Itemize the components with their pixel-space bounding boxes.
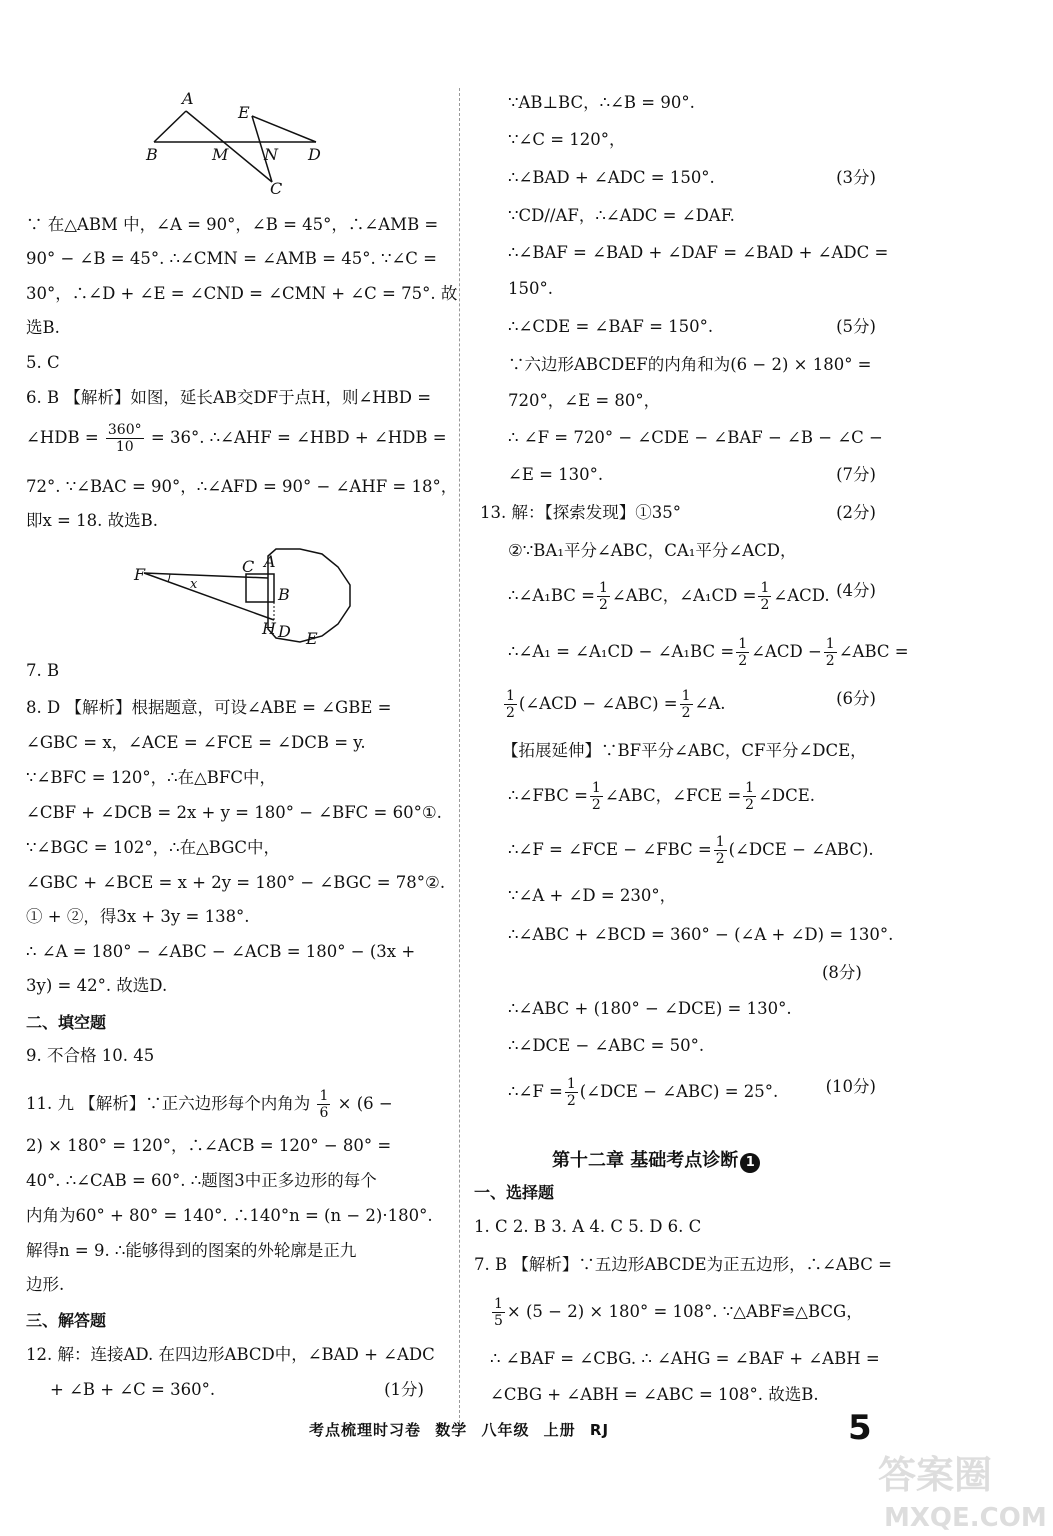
fig1-label-e: E: [238, 103, 250, 122]
q13-line4: ∴∠A₁ = ∠A₁CD − ∠A₁BC = $\frac{1}{2}$ ∠ACD − $\frac{1}{2}$ ∠ABC =: [508, 636, 909, 669]
fig1-label-b: B: [146, 145, 158, 164]
q7-answer: 7. B: [26, 661, 60, 680]
page-number: 5: [848, 1408, 872, 1448]
fraction-1-6: $\frac{1}{6}$: [319, 1088, 329, 1121]
r-line4: ∵CD//AF，∴∠ADC = ∠DAF.: [508, 206, 735, 225]
q11-line2: 2) × 180° = 120°，∴∠ACB = 120° − 80° =: [26, 1136, 392, 1155]
q11-line1: 11. 九 【解析】∵正六边形每个内角为 $\frac{1}{6}$ × (6 −: [26, 1088, 393, 1121]
q13-line11: ∴∠ABC + (180° − ∠DCE) = 130°.: [508, 999, 792, 1018]
fig2-label-d: D: [278, 622, 291, 641]
q13-line5: $\frac{1}{2}$ (∠ACD − ∠ABC) = $\frac{1}{2}$ ∠A. (6分): [506, 688, 876, 721]
footer-book-title: 考点梳理时习卷 数学 八年级 上册 RJ: [309, 1421, 610, 1439]
chapter-number-badge: 1: [740, 1153, 760, 1173]
q6-line1: 6. B 【解析】如图，延长AB交DF于点H，则∠HBD =: [26, 388, 432, 407]
fraction-360-10: $\frac{360^\circ}{10}$: [107, 422, 142, 455]
q5-answer: 5. C: [26, 353, 60, 372]
q13-line12: ∴∠DCE − ∠ABC = 50°.: [508, 1036, 705, 1055]
section-solutions: 三、解答题: [26, 1311, 107, 1330]
r-line2: ∵∠C = 120°，: [508, 130, 626, 149]
fig2-label-h: H: [262, 619, 276, 638]
r-line10: ∴ ∠F = 720° − ∠CDE − ∠BAF − ∠B − ∠C −: [508, 428, 883, 447]
score: (1分): [384, 1380, 424, 1399]
r-line8: ∵六边形ABCDEF的内角和为(6 − 2) × 180° =: [508, 355, 872, 374]
fig2-label-e: E: [306, 629, 318, 648]
fig2-label-b: B: [278, 585, 290, 604]
section-multiple-choice: 一、选择题: [474, 1183, 555, 1202]
q8-line5: ∵∠BGC = 102°，∴在△BGC中，: [26, 838, 281, 857]
r-line7: ∴∠CDE = ∠BAF = 150°. (5分): [508, 317, 876, 336]
fig1-label-d: D: [308, 145, 321, 164]
r-line1: ∵AB⊥BC，∴∠B = 90°.: [508, 93, 695, 112]
fig2-label-f: F: [134, 565, 146, 584]
q11-line3: 40°. ∴∠CAB = 60°. ∴题图3中正多边形的每个: [26, 1171, 377, 1190]
r-line3: ∴∠BAD + ∠ADC = 150°. (3分): [508, 168, 876, 187]
q6-line3: 72°. ∵∠BAC = 90°，∴∠AFD = 90° − ∠AHF = 18°，: [26, 477, 458, 496]
r-line11: ∠E = 130°. (7分): [508, 465, 876, 484]
score: (10分): [825, 1077, 876, 1096]
q11-line5: 解得n = 9. ∴能够得到的图案的外轮廓是正九: [26, 1241, 357, 1260]
section-fill-blank: 二、填空题: [26, 1013, 107, 1032]
q8-line1: 8. D 【解析】根据题意，可设∠ABE = ∠GBE =: [26, 698, 392, 717]
figure-decagon-square: [130, 540, 360, 650]
q13-line13: ∴∠F = $\frac{1}{2}$ (∠DCE − ∠ABC) = 25°. (10分): [508, 1076, 876, 1109]
q8-line2: ∠GBC = x，∠ACE = ∠FCE = ∠DCB = y.: [26, 733, 366, 752]
q12-line1: 12. 解：连接AD. 在四边形ABCD中，∠BAD + ∠ADC: [26, 1345, 435, 1364]
q6-line2-post: = 36°. ∴∠AHF = ∠HBD + ∠HDB =: [150, 428, 447, 447]
q13-line1: 13. 解：【探索发现】①35° (2分): [480, 503, 876, 522]
c7-line1: 7. B 【解析】∵五边形ABCDE为正五边形，∴∠ABC =: [474, 1255, 892, 1274]
fig1-label-a: A: [182, 89, 194, 108]
q13-line6: 【拓展延伸】∵BF平分∠ABC，CF平分∠DCE，: [502, 741, 867, 760]
q8-line7: ① + ②，得3x + 3y = 138°.: [26, 907, 250, 926]
fig1-label-m: M: [212, 145, 229, 164]
chapter-heading: 第十二章 基础考点诊断 1: [552, 1146, 760, 1173]
q13-line7: ∴∠FBC = $\frac{1}{2}$ ∠ABC，∠FCE = $\frac{1}{2}$ ∠DCE.: [508, 780, 816, 813]
fig2-label-x: x: [190, 577, 198, 592]
q9-q10-answers: 9. 不合格 10. 45: [26, 1046, 155, 1065]
q8-line9: 3y) = 42°. 故选D.: [26, 976, 168, 995]
q8-line3: ∵∠BFC = 120°，∴在△BFC中，: [26, 768, 276, 787]
q8-line6: ∠GBC + ∠BCE = x + 2y = 180° − ∠BGC = 78°②.: [26, 873, 446, 892]
score: (3分): [836, 168, 876, 187]
q11-line4: 内角为60° + 80° = 140°. ∴140°n = (n − 2)·180°.: [26, 1206, 433, 1225]
q6-line4: 即x = 18. 故选B.: [26, 511, 158, 530]
score: (2分): [836, 503, 876, 522]
fig1-label-n: N: [264, 145, 278, 164]
svg-text:答案圈: 答案圈: [878, 1453, 993, 1497]
svg-text:MXQE.COM: MXQE.COM: [884, 1503, 1047, 1533]
figure-triangles-abm-ecd: [140, 86, 340, 198]
q13-line8: ∴∠F = ∠FCE − ∠FBC = $\frac{1}{2}$ (∠DCE − ∠ABC).: [508, 834, 874, 867]
c7-line3: ∴ ∠BAF = ∠CBG. ∴ ∠AHG = ∠BAF + ∠ABH =: [490, 1349, 880, 1368]
r-line6: 150°.: [508, 279, 553, 298]
c7-line2: $\frac{1}{5}$ × (5 − 2) × 180° = 108°. ∵△ABF≌△BCG，: [494, 1296, 863, 1329]
q12-line2: + ∠B + ∠C = 360°. (1分): [50, 1380, 424, 1399]
q13-line2: ②∵BA₁平分∠ABC，CA₁平分∠ACD，: [508, 541, 797, 560]
q13-line9: ∵∠A + ∠D = 230°，: [508, 886, 677, 905]
q6-line2: [26, 422, 447, 455]
q13-line3: ∴∠A₁BC = $\frac{1}{2}$ ∠ABC，∠A₁CD = $\frac{1}{2}$ ∠ACD. (4分): [508, 580, 876, 613]
score: (4分): [836, 581, 876, 600]
choice-answers: 1. C 2. B 3. A 4. C 5. D 6. C: [474, 1217, 702, 1236]
q8-line8: ∴ ∠A = 180° − ∠ABC − ∠ACB = 180° − (3x +: [26, 942, 416, 961]
fig2-label-a: A: [264, 552, 276, 571]
q8-line4: ∠CBF + ∠DCB = 2x + y = 180° − ∠BFC = 60°①.: [26, 803, 442, 822]
q4-line3: 30°，∴∠D + ∠E = ∠CND = ∠CMN + ∠C = 75°. 故: [26, 284, 458, 303]
r-line5: ∴∠BAF = ∠BAD + ∠DAF = ∠BAD + ∠ADC =: [508, 243, 889, 262]
column-divider: [459, 88, 460, 1433]
q6-line2-pre: ∠HDB =: [26, 428, 99, 447]
q13-line10: ∴∠ABC + ∠BCD = 360° − (∠A + ∠D) = 130°.: [508, 925, 894, 944]
fig1-label-c: C: [270, 179, 283, 198]
score: (8分): [822, 963, 862, 982]
fraction-1-5: $\frac{1}{5}$: [494, 1296, 503, 1329]
score: (5分): [836, 317, 876, 336]
r-line9: 720°，∠E = 80°，: [508, 391, 661, 410]
q4-line1: ∵ 在△ABM 中，∠A = 90°，∠B = 45°，∴∠AMB =: [26, 215, 439, 234]
q4-line4: 选B.: [26, 318, 60, 337]
score: (6分): [836, 689, 876, 708]
fig2-label-c: C: [242, 557, 255, 576]
watermark-logo: [870, 1440, 1050, 1536]
q11-line6: 边形.: [26, 1275, 65, 1294]
q4-line2: 90° − ∠B = 45°. ∴∠CMN = ∠AMB = 45°. ∵∠C =: [26, 249, 437, 268]
score: (7分): [836, 465, 876, 484]
c7-line4: ∠CBG + ∠ABH = ∠ABC = 108°. 故选B.: [490, 1385, 819, 1404]
